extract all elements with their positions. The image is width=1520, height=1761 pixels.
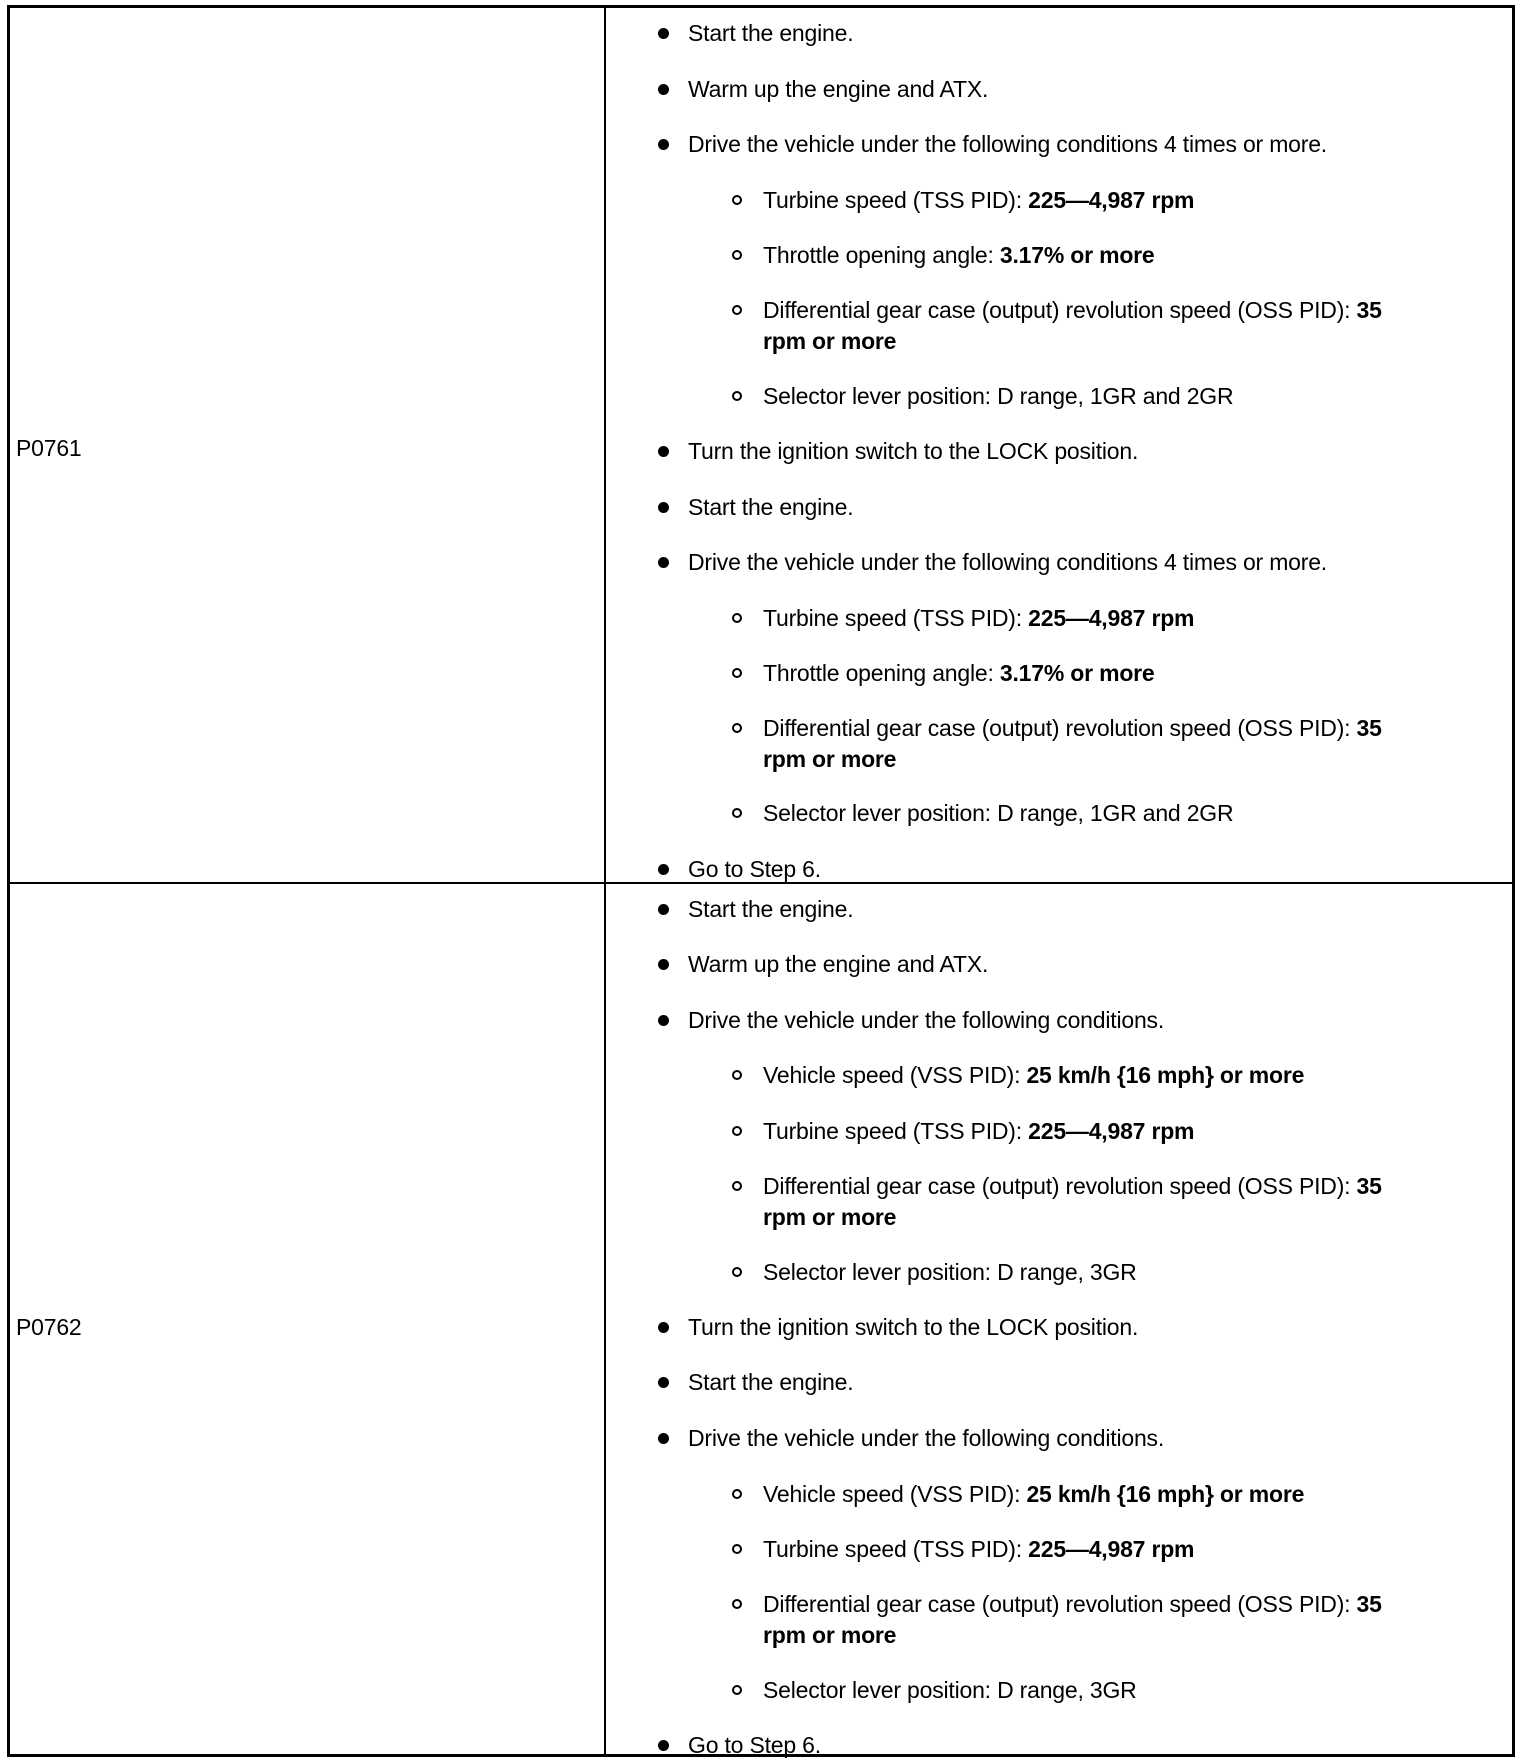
procedure-cell bbox=[606, 8, 1512, 882]
bullet-icon bbox=[658, 864, 669, 875]
bullet-icon bbox=[658, 139, 669, 150]
list-item: Start the engine. bbox=[688, 894, 853, 925]
dtc-code: P0762 bbox=[16, 1314, 82, 1340]
list-item: Turn the ignition switch to the LOCK position. bbox=[688, 436, 1138, 467]
circle-bullet-icon bbox=[732, 1181, 742, 1191]
sub-list-item: Turbine speed (TSS PID): 225—4,987 rpm bbox=[763, 185, 1194, 216]
bullet-icon bbox=[658, 1740, 669, 1751]
list-item: Warm up the engine and ATX. bbox=[688, 74, 988, 105]
sub-list-item: Turbine speed (TSS PID): 225—4,987 rpm bbox=[763, 603, 1194, 634]
bullet-icon bbox=[658, 1377, 669, 1388]
circle-bullet-icon bbox=[732, 668, 742, 678]
list-item: Drive the vehicle under the following conditions 4 times or more. bbox=[688, 129, 1327, 160]
sub-list-item: Vehicle speed (VSS PID): 25 km/h {16 mph} or more bbox=[763, 1060, 1304, 1091]
circle-bullet-icon bbox=[732, 1685, 742, 1695]
list-item: Turn the ignition switch to the LOCK position. bbox=[688, 1312, 1138, 1343]
sub-list-item: Selector lever position: D range, 3GR bbox=[763, 1675, 1137, 1706]
bullet-icon bbox=[658, 502, 669, 513]
list-item: Drive the vehicle under the following conditions. bbox=[688, 1423, 1164, 1454]
circle-bullet-icon bbox=[732, 1070, 742, 1080]
list-item: Go to Step 6. bbox=[688, 854, 821, 885]
circle-bullet-icon bbox=[732, 1599, 742, 1609]
circle-bullet-icon bbox=[732, 1544, 742, 1554]
bullet-icon bbox=[658, 446, 669, 457]
bullet-icon bbox=[658, 959, 669, 970]
sub-list-item: Differential gear case (output) revolution speed (OSS PID): 35 rpm or more bbox=[763, 295, 1382, 357]
circle-bullet-icon bbox=[732, 613, 742, 623]
sub-list-item: Selector lever position: D range, 1GR and 2GR bbox=[763, 798, 1233, 829]
dtc-code: P0761 bbox=[16, 435, 82, 461]
sub-list-item: Differential gear case (output) revolution speed (OSS PID): 35 rpm or more bbox=[763, 713, 1382, 775]
sub-list-item: Vehicle speed (VSS PID): 25 km/h {16 mph} or more bbox=[763, 1479, 1304, 1510]
list-item: Start the engine. bbox=[688, 1367, 853, 1398]
circle-bullet-icon bbox=[732, 391, 742, 401]
sub-list-item: Throttle opening angle: 3.17% or more bbox=[763, 658, 1155, 689]
list-item: Start the engine. bbox=[688, 18, 853, 49]
list-item: Warm up the engine and ATX. bbox=[688, 949, 988, 980]
sub-list-item: Turbine speed (TSS PID): 225—4,987 rpm bbox=[763, 1116, 1194, 1147]
procedure-cell bbox=[606, 884, 1512, 1758]
circle-bullet-icon bbox=[732, 1489, 742, 1499]
circle-bullet-icon bbox=[732, 1267, 742, 1277]
bullet-icon bbox=[658, 1322, 669, 1333]
bullet-icon bbox=[658, 904, 669, 915]
list-item: Drive the vehicle under the following conditions. bbox=[688, 1005, 1164, 1036]
table-row bbox=[10, 8, 1512, 884]
sub-list-item: Selector lever position: D range, 3GR bbox=[763, 1257, 1137, 1288]
circle-bullet-icon bbox=[732, 808, 742, 818]
dtc-procedure-table bbox=[7, 5, 1515, 1757]
table-row bbox=[10, 884, 1512, 1758]
circle-bullet-icon bbox=[732, 305, 742, 315]
sub-list-item: Differential gear case (output) revolution speed (OSS PID): 35 rpm or more bbox=[763, 1171, 1382, 1233]
dtc-code-cell bbox=[10, 8, 606, 882]
list-item: Drive the vehicle under the following conditions 4 times or more. bbox=[688, 547, 1327, 578]
sub-list-item: Throttle opening angle: 3.17% or more bbox=[763, 240, 1155, 271]
bullet-icon bbox=[658, 1015, 669, 1026]
sub-list-item: Turbine speed (TSS PID): 225—4,987 rpm bbox=[763, 1534, 1194, 1565]
bullet-icon bbox=[658, 84, 669, 95]
bullet-icon bbox=[658, 28, 669, 39]
list-item: Go to Step 6. bbox=[688, 1730, 821, 1761]
circle-bullet-icon bbox=[732, 723, 742, 733]
bullet-icon bbox=[658, 1433, 669, 1444]
sub-list-item: Selector lever position: D range, 1GR and 2GR bbox=[763, 381, 1233, 412]
sub-list-item: Differential gear case (output) revolution speed (OSS PID): 35 rpm or more bbox=[763, 1589, 1382, 1651]
circle-bullet-icon bbox=[732, 1126, 742, 1136]
dtc-code-cell bbox=[10, 884, 606, 1754]
bullet-icon bbox=[658, 557, 669, 568]
list-item: Start the engine. bbox=[688, 492, 853, 523]
circle-bullet-icon bbox=[732, 195, 742, 205]
circle-bullet-icon bbox=[732, 250, 742, 260]
